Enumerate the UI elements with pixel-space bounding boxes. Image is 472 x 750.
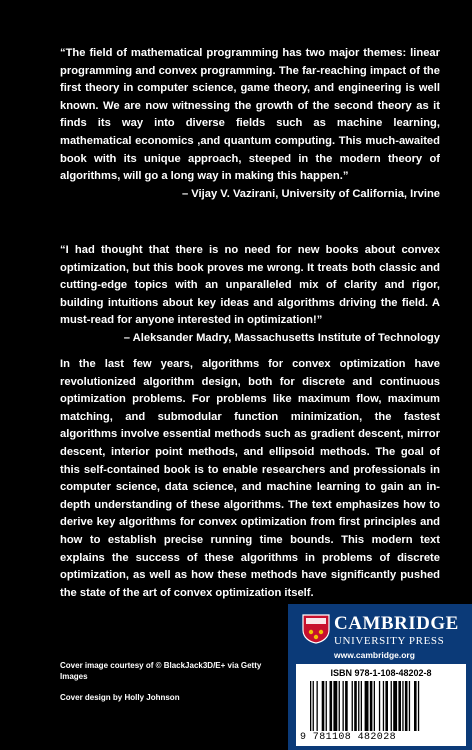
cover-design-credit: Cover design by Holly Johnson: [60, 693, 180, 702]
quote-text: “The field of mathematical programming has two major themes: linear programming and convex programming. The far-reaching impact of the first theory in computer science, game theory, and engineering is well known. We are now witnessing the growth of the second theory as it finds its way into diverse fields such as machine learning, mathematical economics ,and quantum computing. This much-awaited book with its unique approach, steeped in the modern theory of algorithms, will go a long way in making this happen.”: [60, 47, 440, 183]
cover-image-credit: Cover image courtesy of © BlackJack3D/E+ via Getty Images: [60, 661, 262, 681]
cover-credits: [60, 660, 280, 703]
barcode-box: [296, 664, 466, 746]
publisher-panel: [288, 604, 472, 750]
endorsement-quote-vazirani: [60, 45, 440, 203]
publisher-name: CAMBRIDGE: [334, 613, 459, 634]
cambridge-shield-icon: [302, 614, 330, 644]
quote-attribution: – Aleksander Madry, Massachusetts Institute of Technology: [123, 331, 440, 344]
isbn-label: ISBN 978-1-108-48202-8: [330, 668, 432, 678]
book-description: In the last few years, algorithms for convex optimization have revolutionized algorithm design, both for discrete and continuous optimization problems. For problems like maximum flow, maximum matching, and submodular function minimization, the fastest algorithms involve essential methods such as gradient descent, mirror descent, interior point methods, and ellipsoid methods. The goal of this self-contained book is to enable researchers and professionals in computer science, data science, and machine learning to gain an in-depth understanding of these algorithms. The text emphasizes how to derive key algorithms for convex optimization from first principles and how to establish precise running time bounds. This modern text explains the success of these algorithms in problems of discrete optimization, as well as how these methods have significantly pushed the state of the art of convex optimization itself.: [60, 358, 440, 599]
quote-attribution: – Vijay V. Vazirani, University of California, Irvine: [181, 187, 440, 200]
publisher-url: www.cambridge.org: [334, 650, 415, 660]
publisher-subtitle: UNIVERSITY PRESS: [334, 635, 445, 647]
barcode-number: 9 781108 482028: [300, 732, 397, 743]
endorsement-quote-madry: [60, 242, 440, 348]
quote-text: “I had thought that there is no need for new books about convex optimization, but this book proves me wrong. It treats both classic and cutting-edge topics with an unparalleled mix of clarity and rigor, building intuitions about key ideas and algorithms driving the field. A must-read for anyone interested in optimization!”: [60, 244, 440, 327]
barcode-icon: [310, 681, 456, 731]
